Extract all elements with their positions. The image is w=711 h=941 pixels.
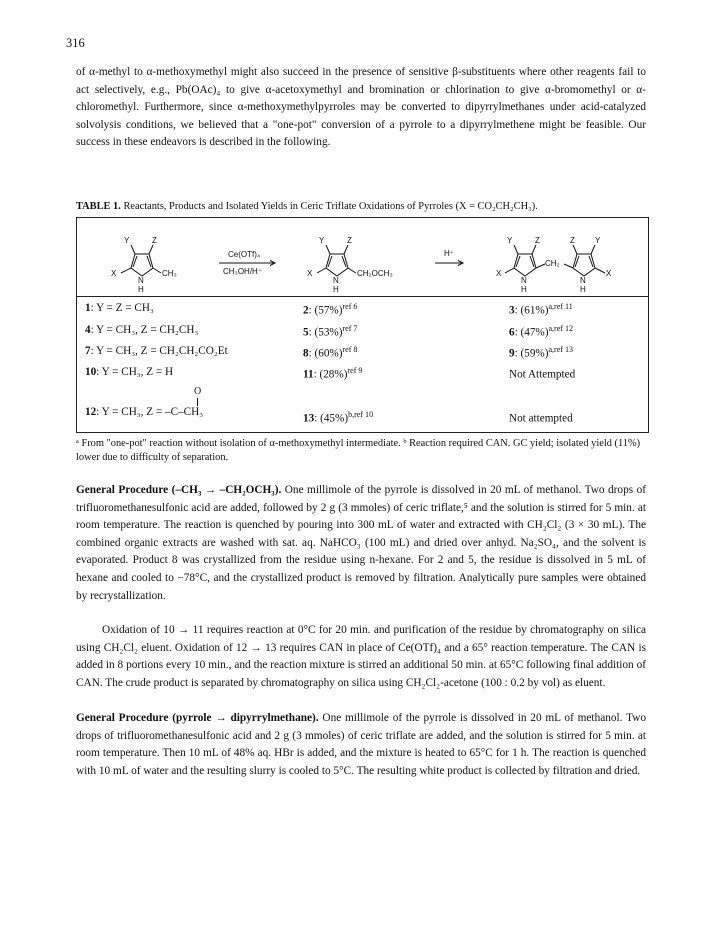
- dimer-yield: : (61%): [514, 304, 549, 317]
- reactant-text: : Y = CH₃, Z = CH₂CH₃: [90, 324, 199, 336]
- label-z-3: Z: [535, 236, 540, 245]
- label-x-4: X: [606, 269, 612, 278]
- label-h-3: H: [521, 285, 527, 294]
- row-2-product: [303, 324, 357, 339]
- reagent-bottom: CH₃OH/H⁺: [223, 267, 263, 276]
- reactant-text: : Y = CH₃, Z = –C–CH₃: [96, 406, 204, 418]
- table-caption-label: TABLE 1.: [76, 201, 121, 212]
- row-3-product: [303, 345, 357, 360]
- compound-number: 1: [85, 302, 91, 314]
- compound-number: 6: [509, 326, 515, 339]
- label-n-1: N: [138, 276, 144, 285]
- row-5-dimer: [509, 410, 573, 425]
- results-table: [76, 217, 649, 433]
- label-n-3: N: [521, 276, 527, 285]
- compound-number: 2: [303, 304, 309, 317]
- table-footnote: ᵃ From "one-pot" reaction without isolation of α-methoxymethyl intermediate. ᵇ Reaction required CAN. GC yield; isolated yield (11%) lower due to difficulty of separation.: [76, 438, 641, 463]
- dimer-yield: : (47%): [514, 326, 549, 339]
- label-x-3: X: [496, 269, 502, 278]
- row-1-reactant: [85, 302, 154, 314]
- table-header-rule: [77, 296, 648, 297]
- product-yield: : (53%): [308, 326, 343, 339]
- label-h-4: H: [580, 285, 586, 294]
- procedure-1-heading: General Procedure (–CH₃ → –CH₂OCH₃).: [76, 484, 282, 496]
- label-y-2: Y: [319, 236, 325, 245]
- row-5-product: [303, 410, 373, 425]
- row-5-reactant: [85, 406, 203, 418]
- pyrrole-ring-reactant: [131, 254, 153, 276]
- pyrrole-ring-dimer-left: [514, 254, 536, 276]
- label-y-4: Y: [595, 236, 601, 245]
- reagent-top: Ce(OTf)₄: [228, 250, 261, 259]
- label-ch2-bridge: CH₂: [545, 259, 560, 268]
- reaction-scheme: [77, 218, 650, 296]
- label-x-2: X: [307, 269, 313, 278]
- procedure-2-paragraph: [76, 710, 646, 780]
- row-4-reactant: [85, 366, 173, 378]
- product-yield: : (28%): [313, 368, 348, 381]
- compound-number: 7: [85, 345, 91, 357]
- pyrrole-ring-product: [326, 254, 348, 276]
- dimer-ref: a,ref 13: [548, 345, 574, 354]
- label-z-2: Z: [347, 236, 352, 245]
- page-number: 316: [66, 36, 85, 50]
- label-y-3: Y: [507, 236, 513, 245]
- label-ch3-1: CH₃: [162, 269, 177, 278]
- label-h-1: H: [138, 285, 144, 294]
- compound-number: 5: [303, 326, 309, 339]
- product-ref: ref 8: [342, 345, 358, 354]
- product-yield: : (60%): [308, 347, 343, 360]
- dimer-yield: : (59%): [514, 347, 549, 360]
- label-n-2: N: [333, 276, 339, 285]
- compound-number: 8: [303, 347, 309, 360]
- row-5-carbonyl-o: O: [194, 386, 202, 397]
- pyrrole-ring-dimer-right: [573, 254, 595, 276]
- intro-paragraph: of α-methyl to α-methoxymethyl might also succeed in the presence of sensitive β-substituents where other reagents fail to act selectively, e.g., Pb(OAc)₄ to give α-acetoxymethyl and bromination or chlorination to give α-bromomethyl or α-chloromethyl. Furthermore, since α-methoxymethylpyrroles may be converted to dipyrrylmethanes under acid-catalyzed solvolysis conditions, we believed that a "one-pot" conversion of a pyrrole to a dipyrrylmethene might be feasible. Our success in these endeavors is described in the following.: [76, 66, 646, 149]
- product-ref: ref 7: [342, 324, 358, 333]
- compound-number: 11: [303, 368, 314, 381]
- row-4-dimer: [509, 366, 575, 381]
- table-caption-text: Reactants, Products and Isolated Yields in Ceric Triflate Oxidations of Pyrroles (X = CO₂CH₂CH₃).: [123, 201, 538, 212]
- product-ref: b,ref 10: [348, 410, 374, 419]
- dimer-ref: a,ref 11: [548, 302, 573, 311]
- product-yield: : (45%): [314, 412, 349, 425]
- label-z-1: Z: [152, 236, 157, 245]
- dimer-yield: Not attempted: [509, 412, 573, 425]
- label-ch2och3: CH₂OCH₃: [357, 269, 393, 278]
- compound-number: 13: [303, 412, 315, 425]
- label-y-1: Y: [124, 236, 130, 245]
- product-yield: : (57%): [308, 304, 343, 317]
- label-z-4: Z: [570, 236, 575, 245]
- row-2-dimer: [509, 324, 573, 339]
- row-4-product: [303, 366, 362, 381]
- row-2-reactant: [85, 324, 198, 336]
- reactant-text: : Y = CH₃, Z = CH₂CH₂CO₂Et: [90, 345, 228, 357]
- row-3-dimer: [509, 345, 573, 360]
- procedure-2-body: One millimole of the pyrrole is dissolved in 20 mL of methanol. Two drops of trifluoromethanesulfonic acid and 2 g (3 mmoles) of ceric triflate are added, and the solution is stirred for 5 min. at room temperature. Then 10 mL of 48% aq. HBr is added, and the mixture is heated to 65°C for 1 h. The reaction is quenched with 10 mL of water and the resulting slurry is cooled to 5°C. The resulting white product is collected by filtration and dried.: [76, 712, 646, 777]
- dimer-ref: a,ref 12: [548, 324, 574, 333]
- label-h-2: H: [333, 285, 339, 294]
- row-5-carbonyl-bond: [197, 398, 199, 406]
- label-n-4: N: [580, 276, 586, 285]
- table-caption: [76, 201, 656, 212]
- row-3-reactant: [85, 345, 228, 357]
- reactant-text: : Y = Z = CH₃: [90, 302, 154, 314]
- procedure-1-paragraph: [76, 482, 646, 605]
- label-x-1: X: [111, 269, 117, 278]
- compound-number: 12: [85, 406, 97, 418]
- compound-number: 3: [509, 304, 515, 317]
- compound-number: 4: [85, 324, 91, 336]
- compound-number: 9: [509, 347, 515, 360]
- reactant-text: : Y = CH₃, Z = H: [96, 366, 174, 378]
- reagent-2: H⁺: [444, 249, 454, 258]
- row-1-dimer: [509, 302, 573, 317]
- compound-number: 10: [85, 366, 97, 378]
- product-ref: ref 9: [347, 366, 363, 375]
- row-1-product: [303, 302, 357, 317]
- procedure-1-body: One millimole of the pyrrole is dissolved in 20 mL of methanol. Two drops of trifluoromethanesulfonic acid are added, followed by 2 g (3 mmoles) of ceric triflate,⁵ and the solution is stirred for 5 min. at room temperature. The reaction is quenched by pouring into 300 mL of water and extracted with CH₂Cl₂ (3 × 30 mL). The combined organic extracts are washed with sat. aq. NaHCO₃ (100 mL) and dried over anhyd. Na₂SO₄, and the solvent is evaporated. Product 8 was crystallized from the residue using n-hexane. For 2 and 5, the residue is dissolved in 5 mL of hexane and cooled to −78°C, and the crystallized product is removed by filtration. Analytically pure samples were obtained by recrystallization.: [76, 484, 647, 602]
- procedure-2-heading: General Procedure (pyrrole → dipyrrylmethane).: [76, 712, 319, 724]
- product-ref: ref 6: [342, 302, 358, 311]
- procedure-1-body-2: Oxidation of 10 → 11 requires reaction at 0°C for 20 min. and purification of the residue by chromatography on silica using CH₂Cl₂ eluent. Oxidation of 12 → 13 requires CAN in place of Ce(OTf)₄ and a 65° reaction temperature. The CAN is added in 8 portions every 10 min., and the reaction mixture is stirred an additional 50 min. at 65°C following final addition of CAN. The crude product is separated by chromatography on silica using CH₂Cl₂-acetone (100 : 0.2 by vol) as eluent.: [76, 624, 646, 689]
- dimer-yield: Not Attempted: [509, 368, 576, 381]
